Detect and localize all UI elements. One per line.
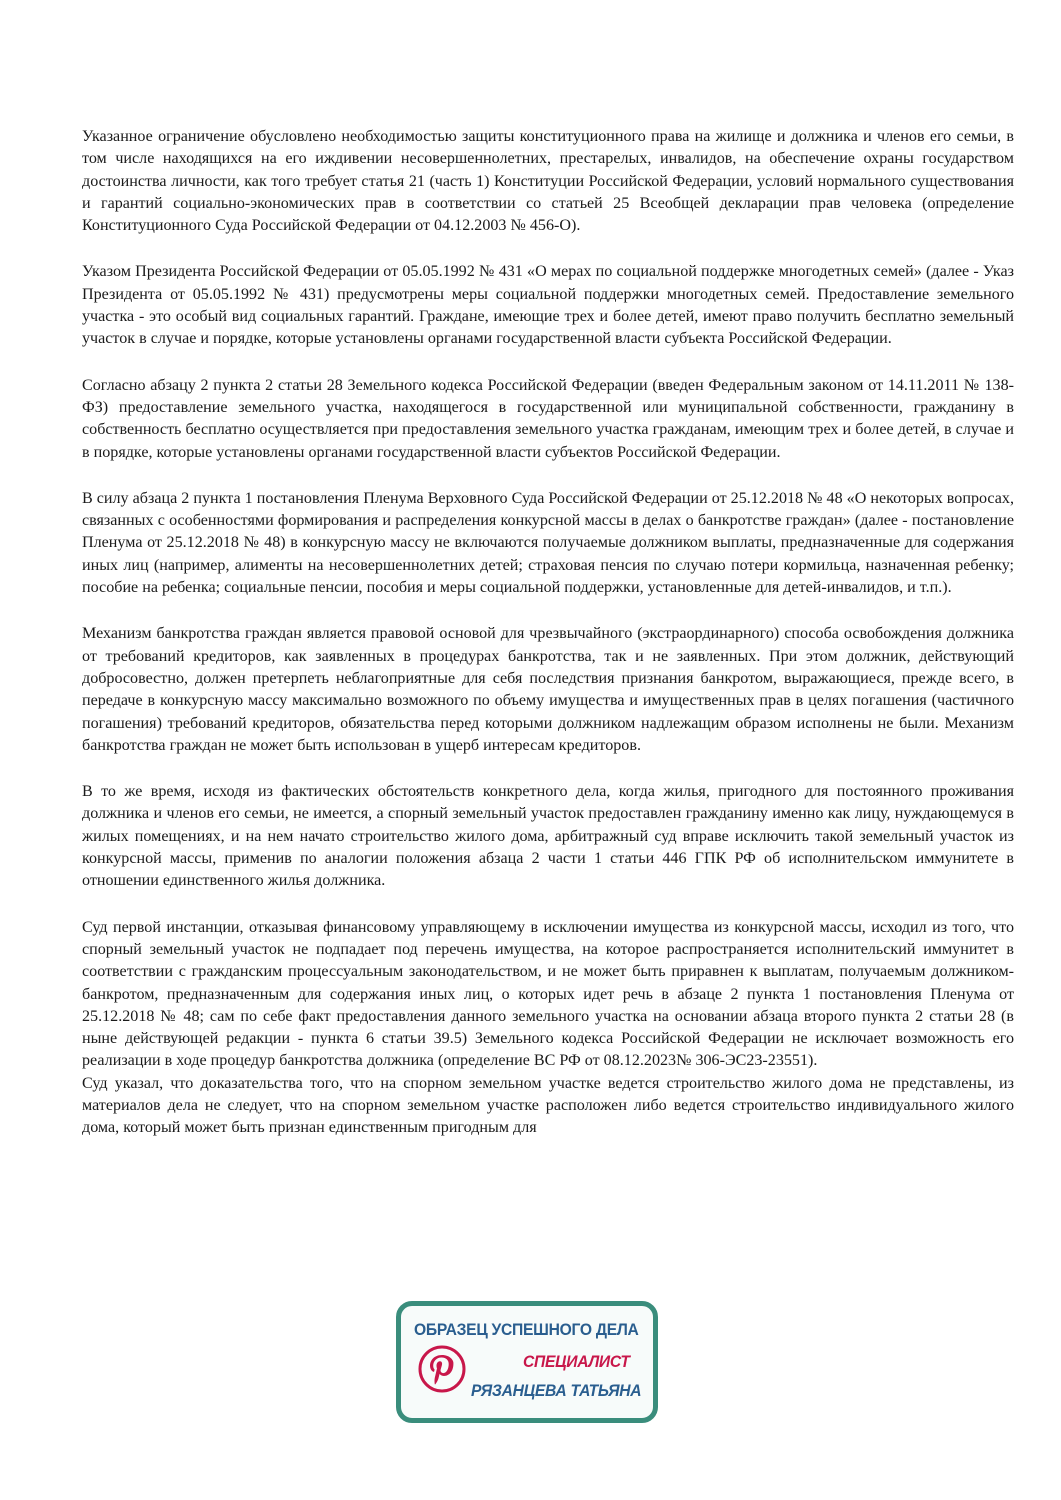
- pinterest-icon: [417, 1344, 467, 1394]
- paragraph-presidential-decree: Указом Президента Российской Федерации от 05.05.1992 № 431 «О мерах по социальной поддержке многодетных семей» (далее - Указ Президента от 05.05.1992 № 431) предусмотрены меры социальной поддержки многодетных семей. Предоставление земельного участка - это особый вид социальных гарантий. Граждане, имеющие трех и более детей, имеют право получить бесплатно земельный участок в случае и порядке, которые установлены органами государственной власти субъекта Российской Федерации.: [82, 263, 1014, 348]
- paragraph-land-code: Согласно абзацу 2 пункта 2 статьи 28 Земельного кодекса Российской Федерации (введен Федеральным законом от 14.11.2011 № 138-ФЗ) предоставление земельного участка, находящегося в государственной или муниципальной собственности, гражданину в собственность бесплатно осуществляется при предоставления земельного участка гражданам, имеющим трех и более детей, в случае и в порядке, которые установлены органами государственной власти субъектов Российской Федерации.: [82, 376, 1014, 461]
- specialist-logo-stamp: [396, 1301, 658, 1423]
- paragraph-constitutional-right: Указанное ограничение обусловлено необходимостью защиты конституционного права на жилище и должника и членов его семьи, в том числе находящихся на его иждивении несовершеннолетних, престарелых, инвалидов, на обеспечение охраны государством достоинства личности, как того требует статья 21 (часть 1) Конституции Российской Федерации, условий нормального существования и гарантий социально-экономических прав в соответствии со статьей 25 Всеобщей декларации прав человека (определение Конституционного Суда Российской Федерации от 04.12.2003 № 456-О).: [82, 128, 1014, 235]
- logo-specialist-label: СПЕЦИАЛИСТ: [523, 1352, 630, 1371]
- paragraph-plenum-resolution: В силу абзаца 2 пункта 1 постановления Пленума Верховного Суда Российской Федерации от 25.12.2018 № 48 «О некоторых вопросах, связанных с особенностями формирования и распределения конкурсной массы в делах о банкротстве граждан» (далее - постановление Пленума от 25.12.2018 № 48) в конкурсную массу не включаются получаемые должником выплаты, предназначенные для содержания иных лиц (например, алименты на несовершеннолетних детей; страховая пенсия по случаю потери кормильца, назначенная ребенку; пособие на ребенка; социальные пенсии, пособия и меры социальной поддержки, установленные для детей-инвалидов, и т.п.).: [82, 489, 1014, 597]
- paragraph-bankruptcy-mechanism: Механизм банкротства граждан является правовой основой для чрезвычайного (экстраординарного) способа освобождения должника от требований кредиторов, как заявленных в процедурах банкротства, так и не заявленных. При этом должник, действующий добросовестно, должен претерпеть неблагоприятные для себя последствия признания банкротом, выражающиеся, прежде всего, в передаче в конкурсную массу максимально возможного по объему имущества и имущественных прав в целях погашения (частичного погашения) требований кредиторов, обязательства перед которыми должником надлежащим образом исполнены не были. Механизм банкротства граждан не может быть использован в ущерб интересам кредиторов.: [82, 625, 1014, 754]
- logo-title: ОБРАЗЕЦ УСПЕШНОГО ДЕЛА: [414, 1320, 639, 1339]
- document-body: [82, 126, 1014, 1140]
- paragraph-court-findings: Суд указал, что доказательства того, что на спорном земельном участке ведется строительство жилого дома не представлены, из материалов дела не следует, что на спорном земельном участке расположен либо ведется строительство индивидуального жилого дома, который может быть признан единственным пригодным для: [82, 1074, 1014, 1137]
- paragraph-exception-case: В то же время, исходя из фактических обстоятельств конкретного дела, когда жилья, пригодного для постоянного проживания должника и членов его семьи, не имеется, а спорный земельный участок предоставлен гражданину именно как лицу, нуждающемуся в жилых помещениях, и на нем начато строительство жилого дома, арбитражный суд вправе исключить такой земельный участок из конкурсной массы, применив по аналогии положения абзаца 2 части 1 статьи 446 ГПК РФ об исполнительском иммунитете в отношении единственного жилья должника.: [82, 783, 1014, 890]
- logo-specialist-name: РЯЗАНЦЕВА ТАТЬЯНА: [471, 1381, 642, 1400]
- paragraph-first-instance: Суд первой инстанции, отказывая финансовому управляющему в исключении имущества из конкурсной массы, исходил из того, что спорный земельный участок не подпадает под перечень имущества, на которое распространяется исполнительский иммунитет в соответствии с гражданским процессуальным законодательством, и не может быть приравнен к выплатам, получаемым должником-банкротом, предназначенным для содержания иных лиц, о которых идет речь в абзаце 2 пункта 1 постановления Пленума от 25.12.2018 № 48; сам по себе факт предоставления данного земельного участка на основании абзаца второго пункта 2 статьи 28 (в ныне действующей редакции - пункта 6 статьи 39.5) Земельного кодекса Российской Федерации не исключает возможность его реализации в ходе процедур банкротства должника (определение ВС РФ от 08.12.2023№ 306-ЭС23-23551).: [82, 918, 1014, 1070]
